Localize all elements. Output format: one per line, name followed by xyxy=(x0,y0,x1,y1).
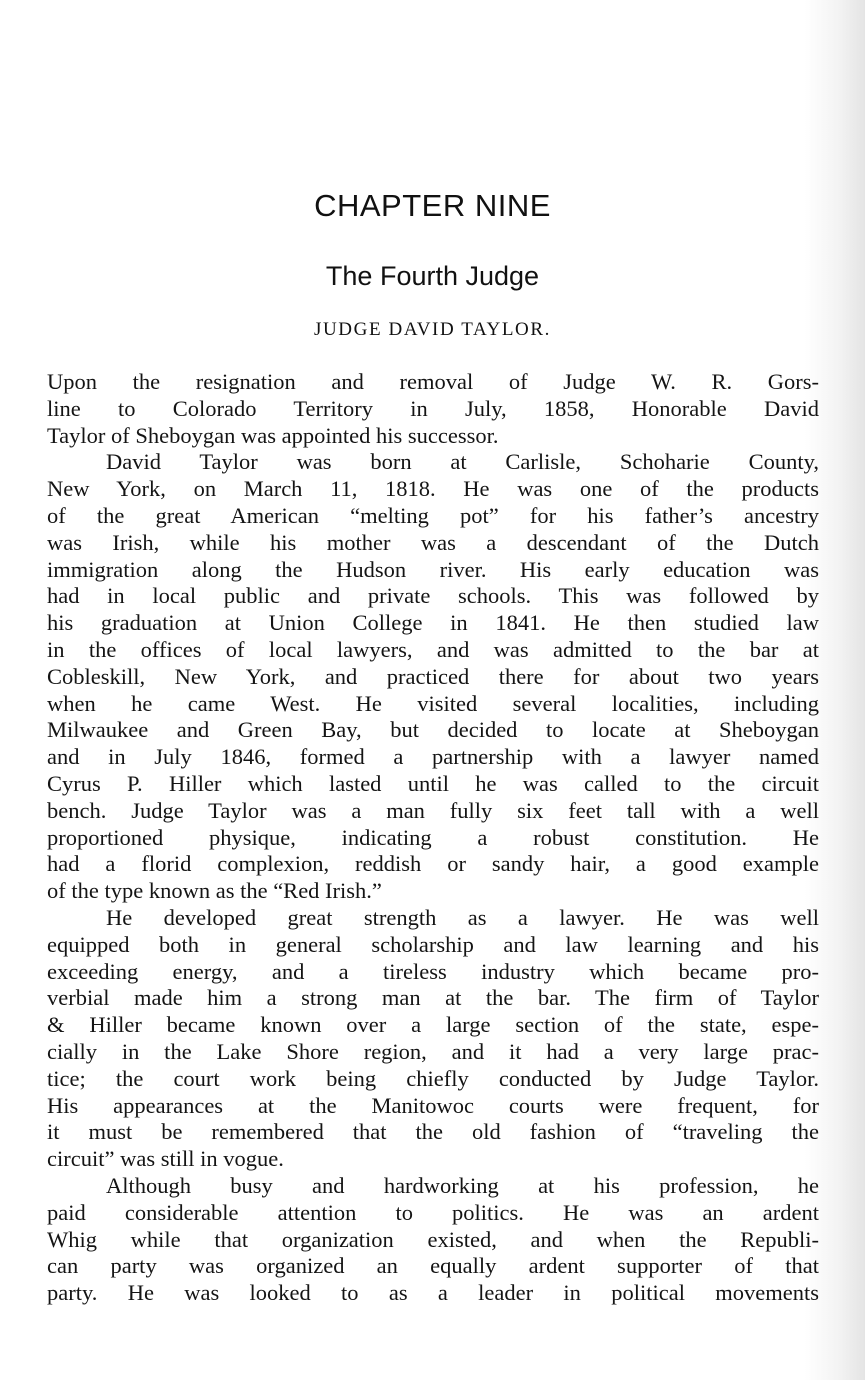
text-line: of the great American “melting pot” for his father’s ancestry xyxy=(47,502,819,528)
text-line: Cobleskill, New York, and practiced there for about two years xyxy=(47,663,819,689)
text-line: cially in the Lake Shore region, and it had a very large prac- xyxy=(47,1038,819,1064)
text-line: Upon the resignation and removal of Judge W. R. Gors- xyxy=(47,369,819,394)
text-line: New York, on March 11, 1818. He was one of the products xyxy=(47,476,819,502)
text-line: had a florid complexion, reddish or sandy hair, a good example xyxy=(47,851,819,877)
text-line: equipped both in general scholarship and law learning and his xyxy=(47,931,819,957)
text-line: immigration along the Hudson river. His early education was xyxy=(47,556,819,582)
paragraph xyxy=(47,449,819,905)
text-line: & Hiller became known over a large section of the state, espe- xyxy=(47,1012,819,1038)
chapter-heading: CHAPTER NINE xyxy=(314,188,551,223)
text-line: verbial made him a strong man at the bar. The firm of Taylor xyxy=(47,985,819,1011)
text-line: in the offices of local lawyers, and was admitted to the bar at xyxy=(47,636,819,662)
text-line: paid considerable attention to politics. He was an ardent xyxy=(47,1199,819,1225)
text-line: can party was organized an equally ardent supporter of that xyxy=(47,1253,819,1279)
text-line: had in local public and private schools. This was followed by xyxy=(47,583,819,609)
text-line: exceeding energy, and a tireless industry which became pro- xyxy=(47,958,819,984)
text-line: He developed great strength as a lawyer. He was well xyxy=(106,904,819,930)
text-line: Cyrus P. Hiller which lasted until he was called to the circuit xyxy=(47,770,819,796)
text-line: Taylor of Sheboygan was appointed his successor. xyxy=(47,422,499,448)
text-line: it must be remembered that the old fashion of “traveling the xyxy=(47,1119,819,1145)
paragraph xyxy=(47,1173,819,1307)
text-line: bench. Judge Taylor was a man fully six feet tall with a well xyxy=(47,797,819,823)
text-line: Whig while that organization existed, and when the Republi- xyxy=(47,1226,819,1252)
text-line: and in July 1846, formed a partnership with a lawyer named xyxy=(47,744,819,770)
text-line: David Taylor was born at Carlisle, Schoharie County, xyxy=(106,449,819,475)
text-line: party. He was looked to as a leader in political movements xyxy=(47,1280,819,1306)
body-text xyxy=(47,369,819,1307)
text-line: His appearances at the Manitowoc courts were frequent, for xyxy=(47,1092,819,1118)
chapter-title: The Fourth Judge xyxy=(325,261,540,291)
text-line: was Irish, while his mother was a descendant of the Dutch xyxy=(47,529,819,555)
paragraph xyxy=(47,369,819,449)
text-line: Although busy and hardworking at his profession, he xyxy=(106,1172,819,1198)
text-line: tice; the court work being chiefly conducted by Judge Taylor. xyxy=(47,1065,819,1091)
text-line: proportioned physique, indicating a robust constitution. He xyxy=(47,824,819,850)
text-line: line to Colorado Territory in July, 1858, Honorable David xyxy=(47,395,819,421)
subheading: JUDGE DAVID TAYLOR. xyxy=(313,319,551,340)
text-line: Milwaukee and Green Bay, but decided to locate at Sheboygan xyxy=(47,717,819,743)
text-line: when he came West. He visited several localities, including xyxy=(47,690,819,716)
text-line: his graduation at Union College in 1841. He then studied law xyxy=(47,610,819,636)
text-line: of the type known as the “Red Irish.” xyxy=(47,878,382,904)
paragraph xyxy=(47,905,819,1173)
text-line: circuit” was still in vogue. xyxy=(47,1146,284,1172)
